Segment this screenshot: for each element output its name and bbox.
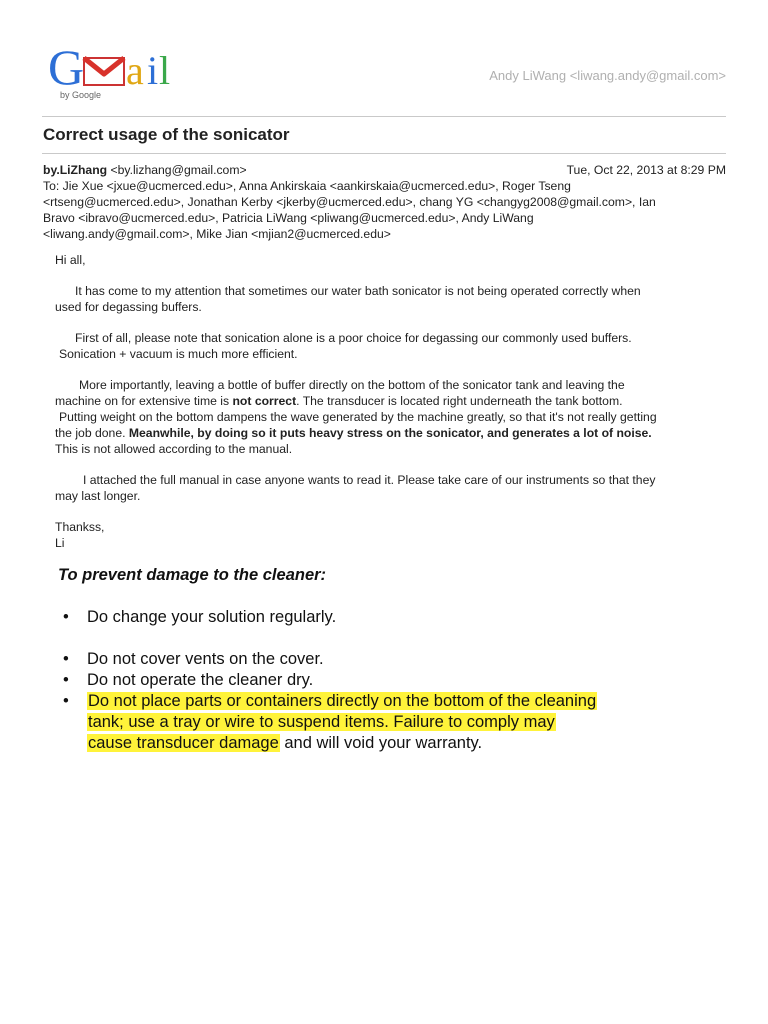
body-line: This is not allowed according to the manual. bbox=[55, 442, 293, 456]
from-line bbox=[43, 162, 726, 178]
email-body bbox=[55, 252, 698, 551]
subject-divider bbox=[42, 153, 726, 154]
email-subject: Correct usage of the sonicator bbox=[43, 125, 290, 144]
sender bbox=[43, 162, 247, 178]
paragraph bbox=[55, 283, 698, 315]
signoff-text: Thankss, bbox=[55, 520, 105, 534]
body-line: used for degassing buffers. bbox=[55, 300, 202, 314]
manual-bullet-list bbox=[58, 607, 658, 754]
manual-title: To prevent damage to the cleaner: bbox=[58, 566, 327, 584]
body-line: the job done. bbox=[55, 426, 129, 440]
greeting-text: Hi all, bbox=[55, 253, 86, 267]
bullet-icon: • bbox=[63, 692, 69, 710]
manual-excerpt-image bbox=[58, 566, 658, 754]
body-line: I attached the full manual in case anyone wants to read it. Please take care of our instruments so that they bbox=[83, 473, 656, 487]
logo-letter-i: i bbox=[147, 48, 159, 93]
logo-letter-l: l bbox=[159, 48, 171, 93]
email-date: Tue, Oct 22, 2013 at 8:29 PM bbox=[566, 163, 726, 177]
logo-byline: by Google bbox=[60, 90, 102, 100]
recipients-line: <liwang.andy@gmail.com>, Mike Jian <mjian2@ucmerced.edu> bbox=[43, 227, 391, 241]
body-line: It has come to my attention that sometimes our water bath sonicator is not being operated correctly when bbox=[75, 284, 641, 298]
highlighted-text: cause transducer damage bbox=[88, 734, 279, 752]
signature: Li bbox=[55, 536, 65, 550]
paragraph bbox=[55, 472, 698, 504]
paragraph bbox=[55, 377, 698, 457]
account-label: Andy LiWang <liwang.andy@gmail.com> bbox=[489, 68, 726, 83]
greeting bbox=[55, 252, 698, 268]
list-item-text: Do change your solution regularly. bbox=[87, 608, 337, 626]
gmail-logo-graphic bbox=[48, 40, 183, 104]
body-line: . The transducer is located right underneath the tank bottom. bbox=[296, 394, 623, 408]
body-line: Putting weight on the bottom dampens the wave generated by the machine greatly, so that it's not really getting bbox=[59, 410, 657, 424]
logo-letter-g: G bbox=[48, 40, 85, 95]
list-item bbox=[58, 670, 658, 691]
list-item-text: Do not operate the cleaner dry. bbox=[87, 671, 314, 689]
bullet-icon: • bbox=[63, 608, 69, 626]
recipients-line: To: Jie Xue <jxue@ucmerced.edu>, Anna Ankirskaia <aankirskaia@ucmerced.edu>, Roger Tseng bbox=[43, 179, 571, 193]
gmail-logo[interactable] bbox=[48, 40, 183, 104]
bullet-icon: • bbox=[63, 650, 69, 668]
list-item bbox=[58, 691, 658, 754]
body-line: Sonication + vacuum is much more efficient. bbox=[59, 347, 298, 361]
highlighted-text: tank; use a tray or wire to suspend items. Failure to comply may bbox=[88, 713, 555, 731]
email-header bbox=[43, 162, 726, 242]
list-item-text: Do not cover vents on the cover. bbox=[87, 650, 324, 668]
emphasis: not correct bbox=[232, 394, 297, 408]
body-line: More importantly, leaving a bottle of buffer directly on the bottom of the sonicator tank and leaving the bbox=[79, 378, 625, 392]
header-divider bbox=[42, 116, 726, 117]
list-item-text: and will void your warranty. bbox=[279, 734, 483, 752]
signoff bbox=[55, 519, 698, 551]
paragraph bbox=[55, 330, 698, 362]
list-item bbox=[58, 607, 658, 628]
envelope-icon bbox=[84, 58, 124, 85]
list-item bbox=[58, 649, 658, 670]
emphasis: Meanwhile, by doing so it puts heavy stress on the sonicator, and generates a lot of noise. bbox=[128, 426, 652, 440]
bullet-icon: • bbox=[63, 671, 69, 689]
recipients-line: Bravo <ibravo@ucmerced.edu>, Patricia LiWang <pliwang@ucmerced.edu>, Andy LiWang bbox=[43, 211, 534, 225]
recipients-line: <rtseng@ucmerced.edu>, Jonathan Kerby <jkerby@ucmerced.edu>, chang YG <changyg2008@gmail.com>, Ian bbox=[43, 195, 656, 209]
body-line: may last longer. bbox=[55, 489, 141, 503]
sender-email: <by.lizhang@gmail.com> bbox=[110, 163, 247, 177]
logo-letter-a: a bbox=[126, 48, 144, 93]
highlighted-text: Do not place parts or containers directly on the bottom of the cleaning bbox=[88, 692, 597, 710]
body-line: First of all, please note that sonication alone is a poor choice for degassing our commonly used buffers. bbox=[75, 331, 632, 345]
sender-name: by.LiZhang bbox=[43, 163, 108, 177]
body-line: machine on for extensive time is bbox=[55, 394, 233, 408]
